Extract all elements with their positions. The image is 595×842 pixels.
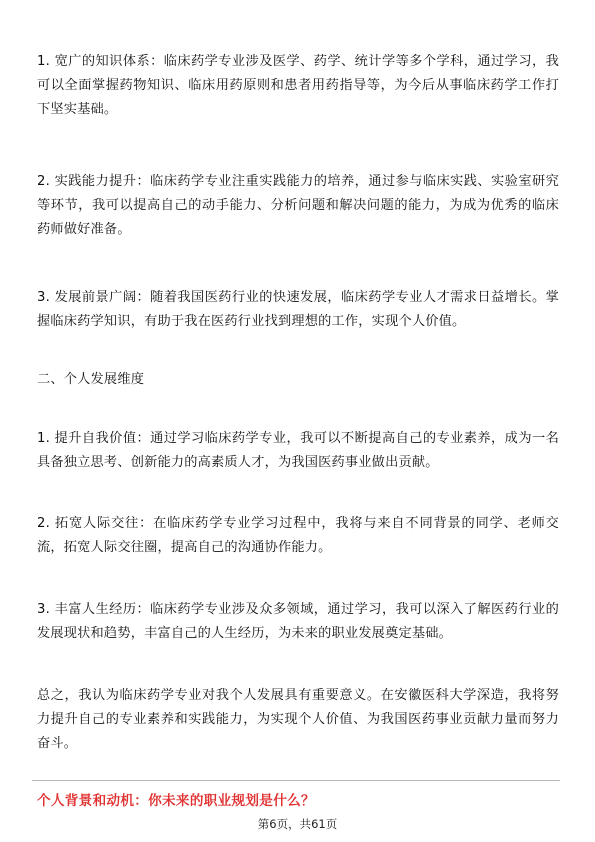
paragraph-knowledge-system: 1. 宽广的知识体系：临床药学专业涉及医学、药学、统计学等多个学科，通过学习，我可以全面掌握药物知识、临床用药原则和患者用药指导等，为今后从事临床药学工作打下坚实基础。 bbox=[37, 54, 559, 117]
paragraph-life-experience: 3. 丰富人生经历：临床药学专业涉及众多领域，通过学习，我可以深入了解医药行业的发展现状和趋势，丰富自己的人生经历，为未来的职业发展奠定基础。 bbox=[37, 602, 559, 641]
section-heading-personal-development: 二、个人发展维度 bbox=[37, 372, 145, 387]
paragraph-social-network: 2. 拓宽人际交往：在临床药学专业学习过程中，我将与来自不同背景的同学、老师交流，拓宽人际交往圈，提高自己的沟通协作能力。 bbox=[37, 516, 559, 555]
section-divider bbox=[32, 780, 560, 781]
paragraph-conclusion: 总之，我认为临床药学专业对我个人发展具有重要意义。在安徽医科大学深造，我将努力提升自己的专业素养和实践能力，为实现个人价值、为我国医药事业贡献力量而努力奋斗。 bbox=[37, 688, 559, 751]
paragraph-self-value: 1. 提升自我价值：通过学习临床药学专业，我可以不断提高自己的专业素养，成为一名具备独立思考、创新能力的高素质人才，为我国医药事业做出贡献。 bbox=[37, 431, 559, 470]
paragraph-career-prospects: 3. 发展前景广阔：随着我国医药行业的快速发展，临床药学专业人才需求日益增长。掌握临床药学知识，有助于我在医药行业找到理想的工作，实现个人价值。 bbox=[37, 290, 559, 329]
page-number-footer: 第6页，共61页 bbox=[257, 817, 338, 831]
interview-question: 个人背景和动机：你未来的职业规划是什么？ bbox=[37, 793, 315, 809]
paragraph-practical-ability: 2. 实践能力提升：临床药学专业注重实践能力的培养，通过参与临床实践、实验室研究等环节，我可以提高自己的动手能力、分析问题和解决问题的能力，为成为优秀的临床药师做好准备。 bbox=[37, 174, 559, 237]
